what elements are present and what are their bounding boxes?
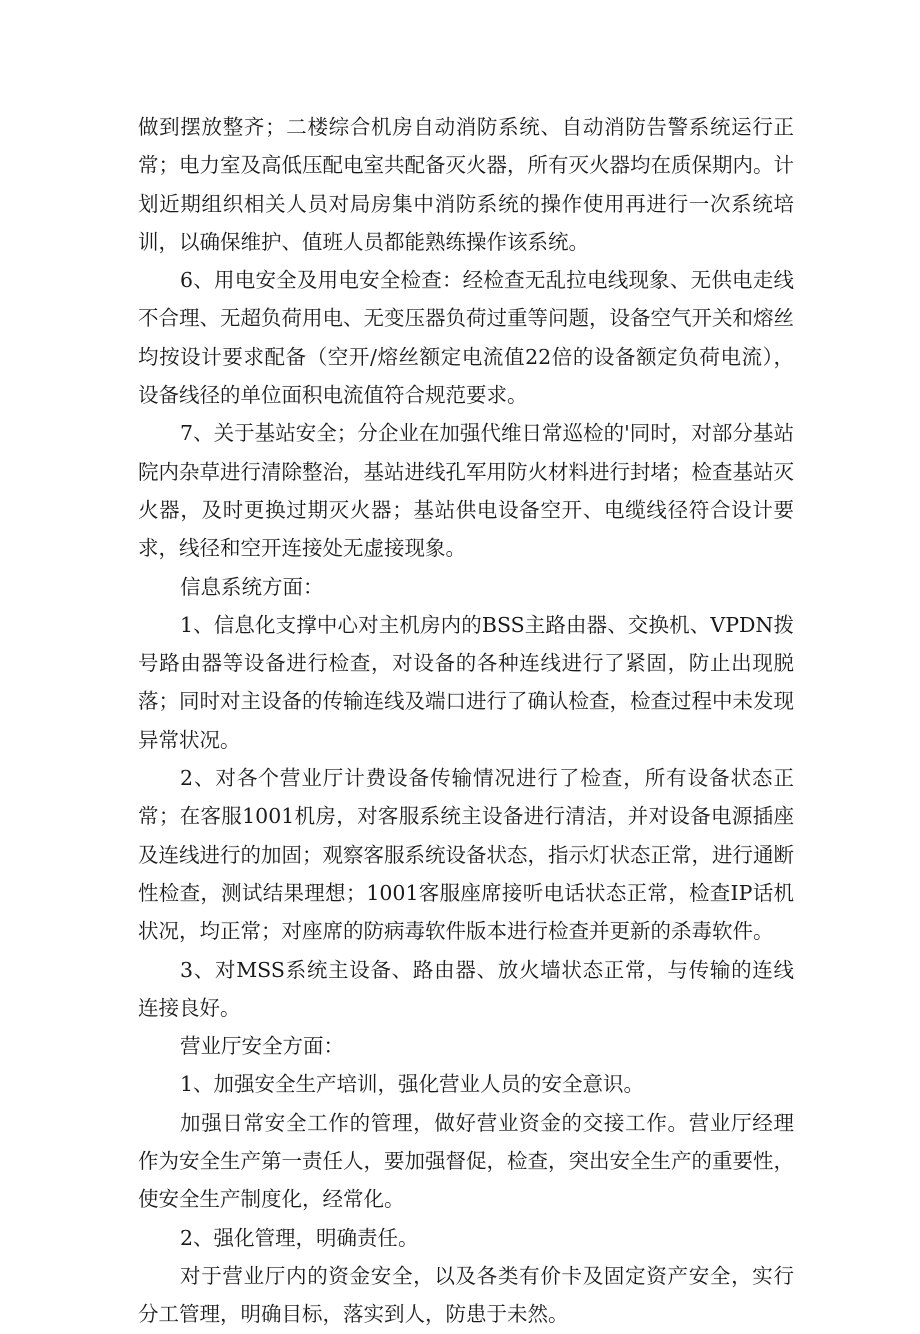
paragraph-business-hall-daily: 加强日常安全工作的管理，做好营业资金的交接工作。营业厅经理作为安全生产第一责任人，要加强督促，检查，突出安全生产的重要性，使安全生产制度化，经常化。 [138, 1110, 794, 1212]
section-heading-info-systems: 信息系统方面： [180, 574, 324, 599]
paragraph-business-hall-assets: 对于营业厅内的资金安全，以及各类有价卡及固定资产安全，实行分工管理，明确目标，落实到人，防患于未然。 [138, 1263, 794, 1327]
paragraph-info-systems-1: 1、信息化支撑中心对主机房内的BSS主路由器、交换机、VPDN拨号路由器等设备进行检查，对设备的各种连线进行了紧固，防止出现脱落；同时对主设备的传输连线及端口进行了确认检查，检查过程中未发现异常状况。 [138, 612, 794, 752]
paragraph-continued-fire-safety: 做到摆放整齐；二楼综合机房自动消防系统、自动消防告警系统运行正常；电力室及高低压配电室共配备灭火器，所有灭火器均在质保期内。计划近期组织相关人员对局房集中消防系统的操作使用再进行一次系统培训，以确保维护、值班人员都能熟练操作该系统。 [138, 115, 794, 254]
paragraph-base-station-safety: 7、关于基站安全；分企业在加强代维日常巡检的'同时，对部分基站院内杂草进行清除整治，基站进线孔军用防火材料进行封堵；检查基站灭火器，及时更换过期灭火器；基站供电设备空开、电缆线径符合设计要求，线径和空开连接处无虚接现象。 [138, 421, 794, 561]
paragraph-business-hall-1: 1、加强安全生产培训，强化营业人员的安全意识。 [180, 1072, 645, 1097]
paragraph-electricity-safety: 6、用电安全及用电安全检查：经检查无乱拉电线现象、无供电走线不合理、无超负荷用电、无变压器负荷过重等问题，设备空气开关和熔丝均按设计要求配备（空开/熔丝额定电流值22倍的设备额定负荷电流），设备线径的单位面积电流值符合规范要求。 [138, 268, 794, 408]
paragraph-info-systems-3: 3、对MSS系统主设备、路由器、放火墙状态正常，与传输的连线连接良好。 [138, 957, 794, 1020]
paragraph-info-systems-2: 2、对各个营业厅计费设备传输情况进行了检查，所有设备状态正常；在客服1001机房，对客服系统主设备进行清洁，并对设备电源插座及连线进行的加固；观察客服系统设备状态，指示灯状态正常，进行通断性检查，测试结果理想；1001客服座席接听电话状态正常，检查IP话机状况，均正常；对座席的防病毒软件版本进行检查并更新的杀毒软件。 [138, 766, 794, 944]
paragraph-business-hall-2: 2、强化管理，明确责任。 [180, 1225, 419, 1250]
section-heading-business-hall: 营业厅安全方面： [180, 1034, 345, 1059]
document-body [138, 108, 794, 1334]
